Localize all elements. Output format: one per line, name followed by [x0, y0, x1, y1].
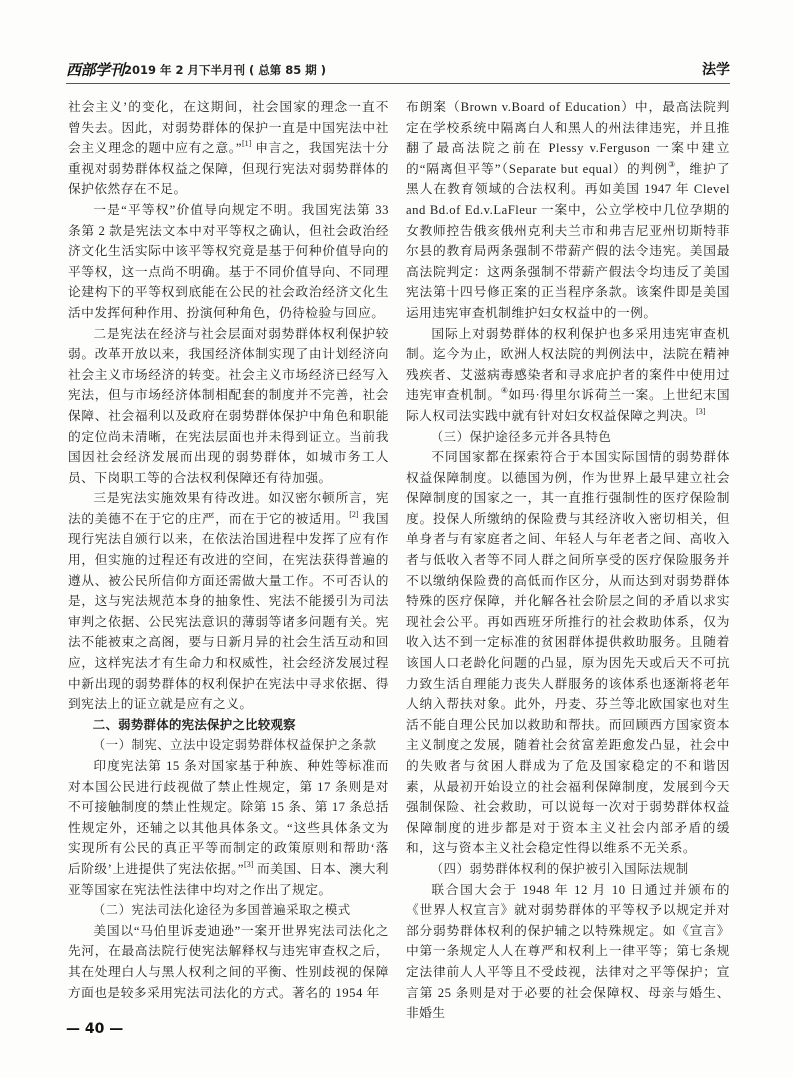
text-run: 美国以“马伯里诉麦迪逊”一案开世界宪法司法化之先河，在最高法院行使宪法解释权与违宪审查权之后，其在处理白人与黑人权利之间的平衡、性别歧视的保障方面也是较多采用宪法司法化的方式。著名的 1954 年	[68, 923, 389, 1000]
subsection-heading	[406, 859, 730, 880]
body-paragraph	[406, 447, 730, 859]
body-paragraph	[68, 488, 389, 715]
text-run: 申言之，我国宪法十分重视对弱势群体权益之保障，但现行宪法对弱势群体的保护依然存在不足。	[68, 141, 390, 197]
text-run: 印度宪法第 15 条对国家基于种族、种姓等标准而对本国公民进行歧视做了禁止性规定，第 17 条则是对不可接触制度的禁止性规定。除第 15 条、第 17 条总括性规定外，还辅之以其他具体条文。“这些具体条文为实现所有公民的真正平等而制定的政策原则和帮助‘落后阶级’上进提供了宪法依据。”	[68, 759, 389, 876]
body-paragraph	[406, 880, 730, 1024]
text-run: （四）弱势群体权利的保护被引入国际法规制	[430, 861, 689, 876]
citation-marker: ③	[668, 159, 676, 169]
right-column	[406, 97, 730, 1024]
text-run: ，维护了黑人在教育领域的合法权利。再如美国 1947 年 Clevel and Bd.of Ed.v.LaFleur 一案中，公立学校中几位孕期的女教师控告俄亥俄州克利夫兰市和弗吉尼亚州切斯特菲尔县的教育局两条强制不带薪产假的法令违宪。美国最高法院判定：这两条强制不带薪产假法令均违反了美国宪法第十四号修正案的正当程序条款。该案件即是美国运用违宪审查机制维护妇女权益中的一例。	[406, 161, 731, 320]
body-paragraph	[406, 97, 730, 324]
issue-info: 2019 年 2 月下半月刊 ( 总第 85 期 )	[124, 63, 327, 77]
text-run: 我国现行宪法自颁行以来，在依法治国进程中发挥了应有作用，但实施的过程还有改进的空间，在宪法获得普遍的遵从、被公民所信仰方面还需做大量工作。不可否认的是，这与宪法规范本身的抽象性、宪法不能援引为司法审判之依据、公民宪法意识的薄弱等诸多问题有关。宪法不能被束之高阁，要与日新月异的社会生活互动和回应，这样宪法才有生命力和权威性，社会经济发展过程中新出现的弱势群体的权利保护在宪法中寻求依据、得到宪法上的证立就是应有之义。	[68, 511, 390, 712]
body-paragraph	[68, 921, 389, 1003]
body-paragraph	[68, 324, 389, 489]
body-paragraph	[68, 97, 389, 200]
text-run: 三是宪法实施效果有待改进。如汉密尔顿所言，宪法的美德不在于它的庄严，而在于它的被适用。	[68, 491, 389, 526]
left-column	[68, 97, 389, 1003]
body-paragraph	[68, 200, 389, 324]
citation-marker: [1]	[242, 139, 252, 149]
subsection-heading	[68, 735, 389, 756]
subsection-heading	[68, 900, 389, 921]
citation-marker: [3]	[244, 859, 254, 869]
header-rule	[66, 83, 730, 84]
text-run: 二、弱势群体的宪法保护之比较观察	[92, 716, 296, 732]
text-run: 不同国家都在探索符合于本国实际国情的弱势群体权益保障制度。以德国为例，作为世界上最早建立社会保障制度的国家之一，其一直推行强制性的医疗保险制度。投保人所缴纳的保险费与其经济收入密切相关，但单身者与有家庭者之间、年轻人与年老者之间、高收入者与低收入者等不同人群之间所享受的医疗保险服务并不以缴纳保险费的高低而作区分，从而达到对弱势群体特殊的医疗保障，并化解各社会阶层之间的矛盾以求实现社会公平。再如西班牙所推行的社会救助体系，仅为收入达不到一定标准的贫困群体提供救助服务。且随着该国人口老龄化问题的凸显，原为因先天或后天不可抗力致生活自理能力丧失人群服务的该体系也逐渐将老年人纳入帮扶对象。此外，丹麦、芬兰等北欧国家也对生活不能自理公民加以救助和帮扶。而回顾西方国家资本主义制度之发展，随着社会贫富差距愈发凸显，社会中的失败者与贫困人群成为了危及国家稳定的不和谐因素，从最初开始设立的社会福利保障制度，发展到今天强制保险、社会救助，可以说每一次对于弱势群体权益保障制度的进步都是对于资本主义社会内部矛盾的缓和，这与资本主义社会稳定性得以维系不无关系。	[406, 450, 730, 856]
journal-logo: 西部学刊	[66, 61, 125, 79]
text-run: 国际上对弱势群体的权利保护也多采用违宪审查机制。迄今为止，欧洲人权法院的判例法中，法院在精神残疾者、艾滋病毒感染者和寻求庇护者的案件中使用过违宪审查机制。	[406, 326, 730, 403]
text-run: 社会主义’的变化，在这期间，社会国家的理念一直不曾失去。因此，对弱势群体的保护一直是中国宪法中社会主义理念的题中应有之意。”	[68, 100, 389, 156]
section-label: 法学	[702, 62, 730, 78]
citation-marker: [2]	[349, 509, 359, 519]
text-run: 布朗案（Brown v.Board of Education）中，最高法院判定在学校系统中隔离白人和黑人的州法律违宪，并且推翻了最高法院之前在 Plessy v.Ferguson 一案中建立的“隔离但平等”（Separate but equal）的判例	[406, 100, 730, 176]
citation-marker: [3]	[696, 406, 706, 416]
text-run: （三）保护途径多元并各具特色	[430, 429, 612, 444]
text-run: （一）制宪、立法中设定弱势群体权益保护之条款	[92, 738, 377, 753]
text-run: （二）宪法司法化途径为多国普遍采取之模式	[92, 903, 351, 918]
text-run: 而美国、日本、澳大利亚等国家在宪法性法律中均对之作出了规定。	[68, 861, 389, 897]
text-run: 一是“平等权”价值导向规定不明。我国宪法第 33 条第 2 款是宪法文本中对平等权之确认，但社会政治经济文化生活实际中该平等权究竟是基于何种价值导向的平等权，这一点尚不明确。基于不同价值导向、不同理论建构下的平等权到底能在公民的社会政治经济文化生活中发挥何种作用、扮演何种角色，仍待检验与回应。	[68, 202, 389, 320]
body-paragraph	[406, 324, 730, 427]
citation-marker: ④	[500, 386, 509, 396]
subsection-heading	[406, 427, 730, 448]
text-run: 二是宪法在经济与社会层面对弱势群体权利保护较弱。改革开放以来，我国经济体制实现了由计划经济向社会主义市场经济的转变。社会主义市场经济已经写入宪法，但与市场经济体制相配套的制度并不完善，社会保障、社会福利以及政府在弱势群体保护中角色和职能的定位尚未清晰，在宪法层面也并未得到证立。当前我国因社会经济发展而出现的弱势群体，如城市务工人员、下岗职工等的合法权利保障还有待加强。	[68, 326, 389, 485]
text-run: 联合国大会于 1948 年 12 月 10 日通过并颁布的《世界人权宣言》就对弱势群体的平等权予以规定并对部分弱势群体权利的保护辅之以特殊规定。如《宣言》中第一条规定人人在尊严和权利上一律平等；第七条规定法律前人人平等且不受歧视，法律对之平等保护；宣言第 25 条则是对于必要的社会保障权、母亲与婚生、非婚生	[406, 882, 730, 1021]
section-heading	[68, 715, 389, 736]
page-number: — 40 —	[66, 1021, 124, 1037]
text-run: 如玛·得里尔诉荷兰一案。上世纪末国际人权司法实践中就有针对妇女权益保障之判决。	[406, 388, 731, 423]
body-paragraph	[68, 756, 389, 900]
